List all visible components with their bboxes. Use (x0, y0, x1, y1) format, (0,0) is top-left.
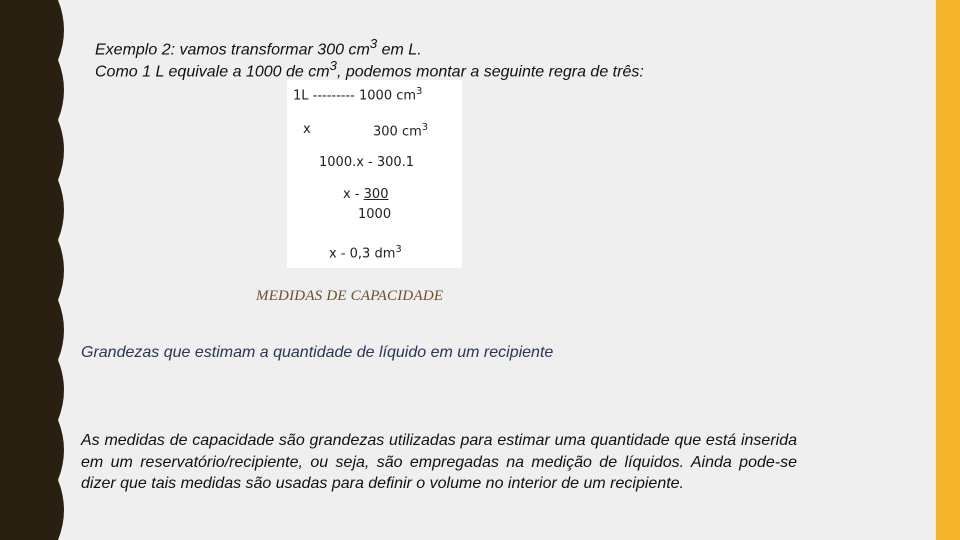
calc-row-1 (293, 86, 422, 103)
calc-row-2-right (373, 122, 428, 139)
calc-row-2-left: x (303, 122, 311, 137)
calc-row-1-left: 1L --------- (293, 88, 355, 104)
calc-row-4-prefix: x - (343, 187, 364, 202)
example-line-1 (95, 36, 422, 59)
section-title: MEDIDAS DE CAPACIDADE (256, 288, 444, 304)
body-paragraph: As medidas de capacidade são grandezas utilizadas para estimar uma quantidade que está inserida em um reservatório/recipiente, ou seja, são empregadas na medição de líquidos. Ainda pode-se dizer que tais medidas são usadas para definir o volume no interior de um recipiente. (81, 432, 797, 492)
calc-row-4-numerator: 300 (363, 187, 389, 202)
calc-row-3: 1000.x - 300.1 (319, 155, 415, 170)
example-line-2-text: Como 1 L equivale a 1000 de cm (95, 63, 330, 81)
rule-of-three-calculation (287, 80, 462, 268)
right-accent-band (936, 0, 960, 540)
example-line-2-suffix: , podemos montar a seguinte regra de três: (336, 63, 644, 81)
calc-row-6 (329, 244, 402, 261)
example-line-1-text: Exemplo 2: vamos transformar 300 cm (95, 41, 370, 59)
example-line-1-sup: 3 (369, 36, 378, 51)
section-subtitle: Grandezas que estimam a quantidade de líquido em um recipiente (81, 344, 554, 361)
calc-row-4 (343, 187, 388, 202)
example-line-2-sup: 3 (329, 58, 337, 73)
calc-row-6-value: x - 0,3 dm (329, 246, 396, 262)
example-line-2 (95, 58, 644, 81)
calc-row-2-sup: 3 (421, 122, 429, 133)
calc-row-1-sup: 3 (416, 86, 423, 97)
calc-row-2-value: 300 cm (373, 124, 422, 140)
wavy-edge-decoration (0, 0, 72, 540)
calc-row-6-sup: 3 (395, 244, 402, 255)
calc-row-1-right: 1000 cm (359, 88, 417, 104)
calc-row-5: 1000 (358, 207, 392, 222)
example-line-1-suffix: em L. (377, 41, 422, 59)
left-decorative-band (0, 0, 70, 540)
